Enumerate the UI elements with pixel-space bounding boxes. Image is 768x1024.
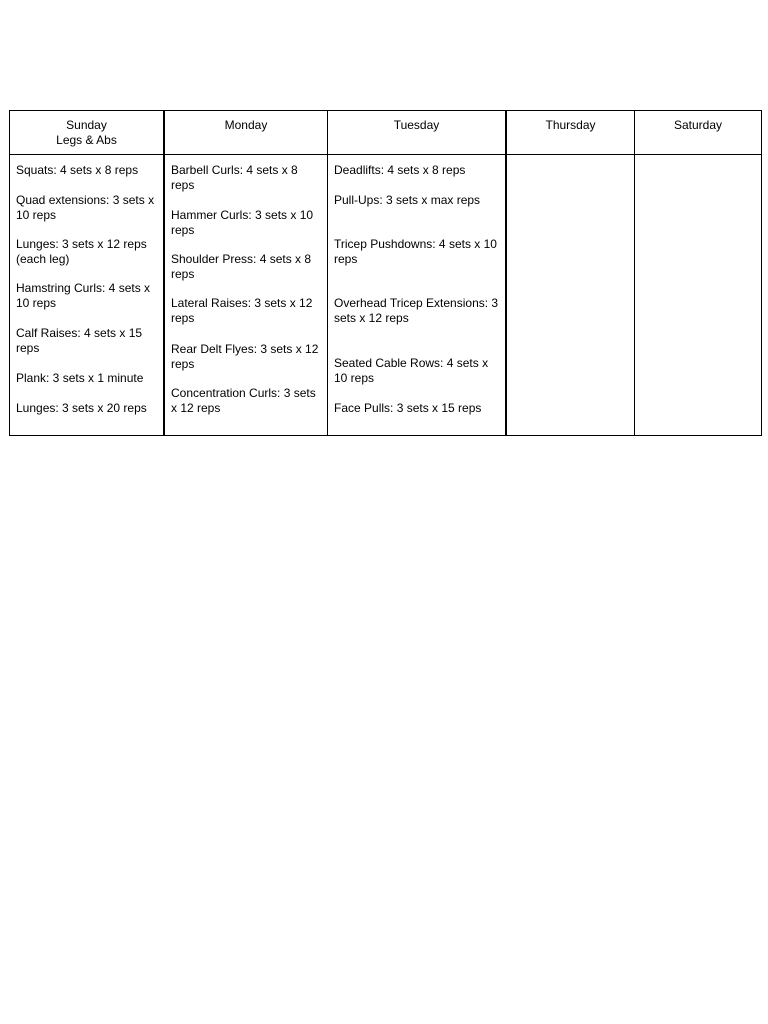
exercise-item: Calf Raises: 4 sets x 15 reps	[16, 326, 143, 355]
column-sunday	[10, 111, 165, 435]
day-name: Saturday	[673, 118, 723, 132]
exercise-item: Lunges: 3 sets x 20 reps	[16, 401, 147, 415]
exercise-item: Deadlifts: 4 sets x 8 reps	[334, 163, 466, 177]
exercise-item: Pull-Ups: 3 sets x max reps	[334, 193, 481, 207]
column-tuesday	[328, 111, 507, 435]
header-monday	[165, 111, 327, 155]
exercise-item: Seated Cable Rows: 4 sets x 10 reps	[334, 356, 489, 385]
exercise-item: Shoulder Press: 4 sets x 8 reps	[171, 252, 312, 281]
exercise-item: Lateral Raises: 3 sets x 12 reps	[171, 296, 313, 325]
header-tuesday	[328, 111, 505, 155]
exercise-item: Hamstring Curls: 4 sets x 10 reps	[16, 281, 151, 310]
day-name: Tuesday	[393, 118, 440, 132]
exercise-item: Plank: 3 sets x 1 minute	[16, 371, 144, 385]
exercise-item: Concentration Curls: 3 sets x 12 reps	[171, 386, 316, 415]
day-name: Thursday	[545, 118, 596, 132]
day-subtitle: Legs & Abs	[56, 133, 117, 147]
exercise-item: Squats: 4 sets x 8 reps	[16, 163, 139, 177]
header-sunday	[10, 111, 163, 155]
day-name: Monday	[224, 118, 268, 132]
exercise-item: Tricep Pushdowns: 4 sets x 10 reps	[334, 237, 497, 266]
exercise-item: Lunges: 3 sets x 12 reps (each leg)	[16, 237, 147, 266]
column-thursday	[507, 111, 635, 435]
exercise-item: Face Pulls: 3 sets x 15 reps	[334, 401, 482, 415]
exercise-item: Barbell Curls: 4 sets x 8 reps	[171, 163, 298, 192]
header-saturday	[635, 111, 761, 155]
exercise-item: Rear Delt Flyes: 3 sets x 12 reps	[171, 342, 319, 371]
workout-schedule-table	[9, 110, 762, 436]
exercise-item: Overhead Tricep Extensions: 3 sets x 12 reps	[334, 296, 499, 325]
column-monday	[165, 111, 328, 435]
header-thursday	[507, 111, 634, 155]
column-saturday	[635, 111, 761, 435]
exercise-item: Hammer Curls: 3 sets x 10 reps	[171, 208, 314, 237]
exercise-item: Quad extensions: 3 sets x 10 reps	[16, 193, 155, 222]
day-name: Sunday	[66, 118, 107, 132]
